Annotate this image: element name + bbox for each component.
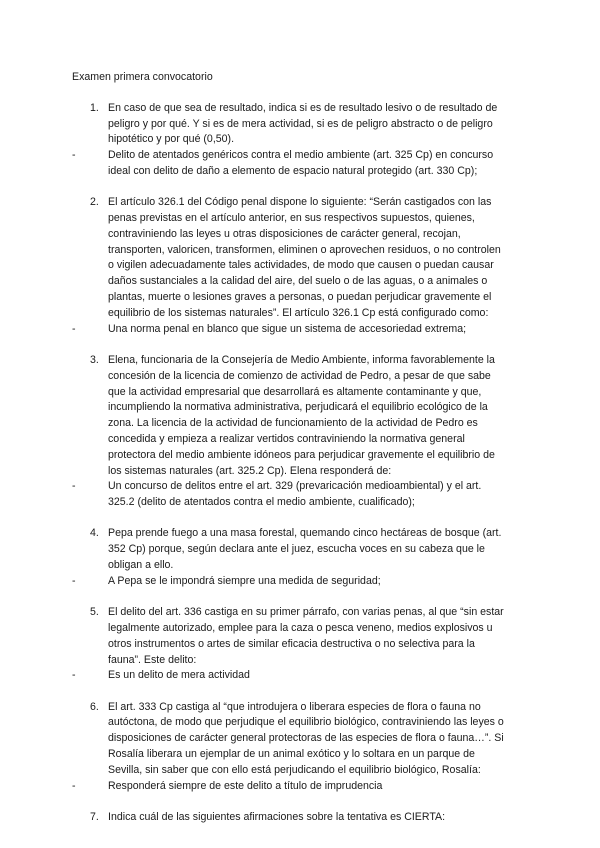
answer-dash: - xyxy=(72,480,76,493)
question-text-line: peligro y por qué. Y si es de mera actividad, si es de peligro abstracto o de peligro xyxy=(108,117,493,130)
answer-item xyxy=(72,668,540,684)
answer-text-line: Delito de atentados genéricos contra el medio ambiente (art. 325 Cp) en concurso xyxy=(108,149,494,162)
answer-text-line: Un concurso de delitos entre el art. 329 (prevaricación medioambiental) y el art. xyxy=(108,480,482,493)
answer-text-line: Una norma penal en blanco que sigue un sistema de accesoriedad extrema; xyxy=(108,322,467,335)
question-text-line: Sevilla, sin saber que con ello está perjudicando el equilibrio biológico, Rosalía: xyxy=(108,763,481,776)
question-text-line: El delito del art. 336 castiga en su primer párrafo, con varias penas, al que “sin estar xyxy=(108,606,504,619)
answer-text-line: ideal con delito de daño a elemento de espacio natural protegido (art. 330 Cp); xyxy=(108,164,478,177)
answer-item xyxy=(72,574,540,590)
question-text-line: autóctona, de modo que perjudique el equilibrio biológico, contraviniendo las leyes o xyxy=(108,716,504,729)
question-text-line: daños sustanciales a la calidad del aire, del suelo o de las aguas, o a animales o xyxy=(108,275,488,288)
question-text-line: equilibrio de los sistemas naturales”. El artículo 326.1 Cp está configurado como: xyxy=(108,306,489,319)
question-text-line: contraviniendo las leyes u otras disposiciones de carácter general, recojan, xyxy=(108,227,461,240)
question-text-line: protectora del medio ambiente idóneos para perjudicar gravemente el equilibrio de xyxy=(108,448,495,461)
question-text-line: plantas, muerte o lesiones graves a personas, o puedan perjudicar gravemente el xyxy=(108,291,492,304)
question-5 xyxy=(72,605,540,684)
question-text-line: los sistemas naturales (art. 325.2 Cp). Elena responderá de: xyxy=(108,464,392,477)
answer-dash: - xyxy=(72,149,76,162)
question-text-line: 352 Cp) porque, según declara ante el juez, escucha voces en su cabeza que le xyxy=(108,543,485,556)
question-text-line: otros instrumentos o artes de similar eficacia destructiva o no selectiva para la xyxy=(108,637,475,650)
question-text-line: incumpliendo la normativa administrativa, perjudicará el equilibrio ecológico de la xyxy=(108,401,488,414)
answer-text-line: 325.2 (delito de atentados contra el medio ambiente, cualificado); xyxy=(108,496,415,509)
question-number: 6. xyxy=(90,700,99,713)
question-text-line: concedida y empieza a realizar vertidos contraviniendo la normativa general xyxy=(108,432,465,445)
question-text-line: disposiciones de carácter general protectoras de las especies de flora o fauna…”. Si xyxy=(108,732,504,745)
question-number: 3. xyxy=(90,353,99,366)
question-text-line: fauna”. Este delito: xyxy=(108,653,197,666)
question-text-line: Rosalía liberara un ejemplar de un animal exótico y lo soltara en un parque de xyxy=(108,747,475,760)
question-text-line: Indica cuál de las siguientes afirmaciones sobre la tentativa es CIERTA: xyxy=(108,810,446,823)
answer-text-line: Responderá siempre de este delito a título de imprudencia xyxy=(108,779,383,792)
question-number: 2. xyxy=(90,196,99,209)
question-text-line: El art. 333 Cp castiga al “que introdujera o liberara especies de flora o fauna no xyxy=(108,700,481,713)
question-text-line: penas previstas en el artículo anterior, en sus respectivos supuestos, quienes, xyxy=(108,212,475,225)
answer-dash: - xyxy=(72,669,76,682)
question-6 xyxy=(72,700,540,795)
answer-item xyxy=(72,322,540,338)
question-text-line: Pepa prende fuego a una masa forestal, quemando cinco hectáreas de bosque (art. xyxy=(108,527,502,540)
document-title: Examen primera convocatorio xyxy=(72,71,213,83)
question-text-line: En caso de que sea de resultado, indica si es de resultado lesivo o de resultado de xyxy=(108,101,498,114)
question-3 xyxy=(72,353,540,511)
question-text-line: concesión de la licencia de comienzo de actividad de Pedro, a pesar de que sabe xyxy=(108,369,491,382)
question-text-line: transporten, valoricen, transformen, eliminen o aprovechen residuos, o no controlen xyxy=(108,243,501,256)
question-text-line: hipotético y por qué (0,50). xyxy=(108,133,235,146)
question-text-line: que la actividad empresarial que desarrollará es altamente contaminante y que, xyxy=(108,385,482,398)
question-2 xyxy=(72,195,540,337)
question-text-line: Elena, funcionaria de la Consejería de Medio Ambiente, informa favorablemente la xyxy=(108,353,495,366)
answer-dash: - xyxy=(72,779,76,792)
answer-dash: - xyxy=(72,322,76,335)
question-text-line: obligan a ello. xyxy=(108,559,174,572)
question-text-line: El artículo 326.1 del Código penal dispone lo siguiente: “Serán castigados con las xyxy=(108,196,492,209)
question-7 xyxy=(72,810,540,826)
answer-item xyxy=(72,148,540,180)
question-number: 5. xyxy=(90,606,99,619)
question-number: 7. xyxy=(90,810,99,823)
question-4 xyxy=(72,526,540,589)
question-number: 4. xyxy=(90,527,99,540)
question-text-line: zona. La licencia de la actividad de funcionamiento de la actividad de Pedro es xyxy=(108,417,478,430)
answer-dash: - xyxy=(72,574,76,587)
question-list xyxy=(72,101,540,826)
answer-item xyxy=(72,779,540,795)
answer-item xyxy=(72,479,540,511)
answer-text-line: A Pepa se le impondrá siempre una medida de seguridad; xyxy=(108,574,381,587)
answer-text-line: Es un delito de mera actividad xyxy=(108,669,250,682)
question-number: 1. xyxy=(90,101,99,114)
question-1 xyxy=(72,101,540,180)
question-text-line: o vigilen adecuadamente tales actividades, de modo que causen o puedan causar xyxy=(108,259,494,272)
question-text-line: legalmente autorizado, emplee para la caza o pesca veneno, medios explosivos u xyxy=(108,621,493,634)
